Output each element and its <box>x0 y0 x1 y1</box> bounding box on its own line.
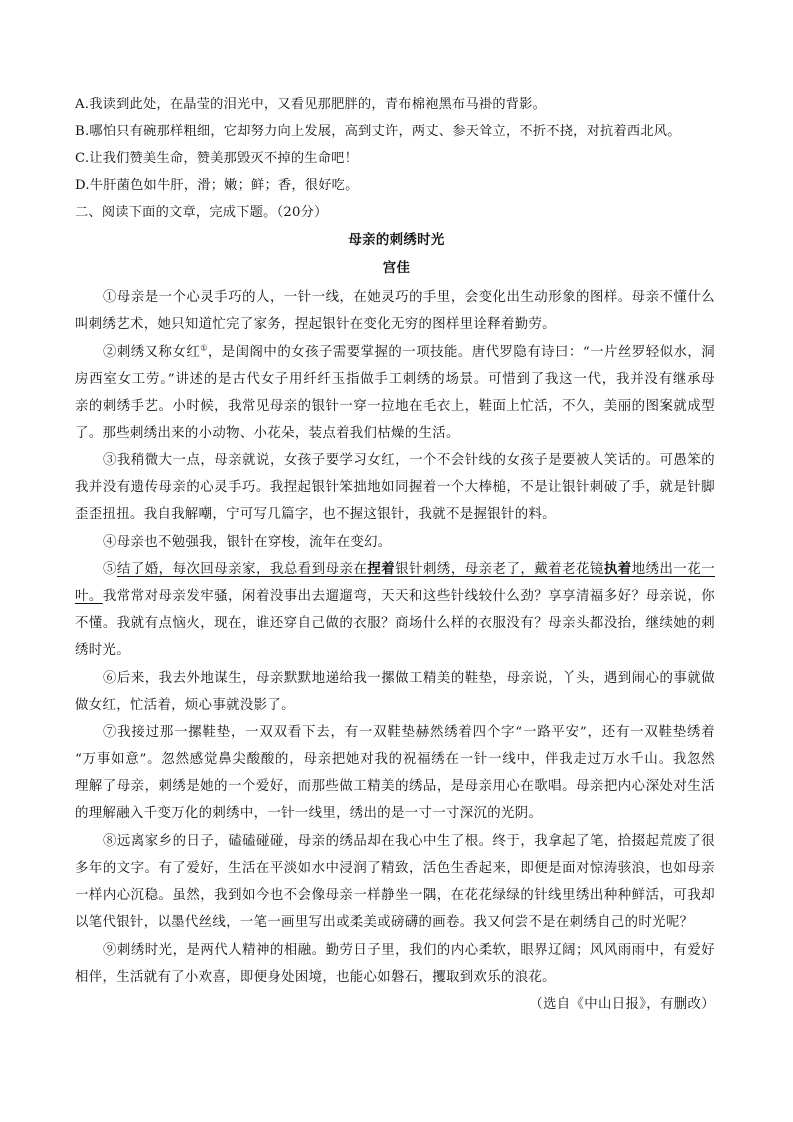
paragraph-2-text-b: ，是闺阁中的女孩子需要掌握的一项技能。唐代罗隐有诗曰：“一片丝罗轻似水，洞 <box>207 345 715 360</box>
section-heading: 二、阅读下面的文章，完成下题。（20分） <box>75 205 328 220</box>
paragraph-4: ④母亲也不勉强我，银针在穿梭，流年在变幻。 <box>103 535 392 550</box>
option-c: C.让我们赞美生命，赞美那毁灭不掉的生命吧！ <box>75 151 359 166</box>
paragraph-5-line-3: 不懂。我就有点恼火，现在，谁还穿自己做的衣服？商场什么样的衣服没有？母亲头都没抬，继续她的刺 <box>75 616 715 631</box>
paragraph-2-text-a: ②刺绣又称女红 <box>103 345 201 360</box>
option-a: A.我读到此处，在晶莹的泪光中，又看见那肥胖的，青布棉袍黑布马褂的背影。 <box>75 97 547 112</box>
underlined-sentence-part-2: 叶。 <box>75 589 103 604</box>
paragraph-2-line-1 <box>103 339 715 367</box>
footnote-mark: ① <box>200 343 208 353</box>
paragraph-8-line-3: 一样内心沉稳。虽然，我到如今也不会像母亲一样静坐一隅，在花花绿绿的针线里绣出种种鲜活，可我却 <box>75 888 715 903</box>
bold-word-niezhe: 捏着 <box>367 561 396 577</box>
paragraph-5-line-4: 绣时光。 <box>75 643 130 658</box>
paragraph-5-text: 我常常对母亲发牢骚，闲着没事出去遛遛弯，天天和这些针线较什么劲？享享清福多好？母亲说，你 <box>102 589 715 604</box>
paragraph-2-line-2: 房西室女工劳。”讲述的是古代女子用纤纤玉指做手工刺绣的场景。可惜到了我这一代，我并没有继承母 <box>75 372 715 387</box>
paragraph-1-line-1: ①母亲是一个心灵手巧的人，一针一线，在她灵巧的手里，会变化出生动形象的图样。母亲不懂什么 <box>103 290 715 305</box>
paragraph-7-line-3: 理解了母亲，刺绣是她的一个爱好，而那些做工精美的绣品，是母亲用心在歌唱。母亲把内心深处对生活 <box>75 779 715 794</box>
article-source: （选自《中山日报》，有删改） <box>529 997 715 1012</box>
paragraph-9-line-1: ⑨刺绣时光，是两代人精神的相融。勤劳日子里，我们的内心柔软，眼界辽阔；风风雨雨中，有爱好 <box>103 943 715 958</box>
underlined-text-1: 结了婚，每次回母亲家，我总看到母亲在 <box>116 562 368 577</box>
paragraph-8-line-2: 多年的文字。有了爱好，生活在平淡如水中浸润了精致，活色生香起来，即便是面对惊涛骇浪，也如母亲 <box>75 861 715 876</box>
paragraph-8-line-4: 以笔代银针，以墨代丝线，一笔一画里写出或柔美或磅礴的画卷。我又何尝不是在刺绣自己的时光呢？ <box>75 915 694 930</box>
article-author: 宫佳 <box>382 261 411 276</box>
paragraph-7-line-4: 的理解融入千变万化的刺绣中，一针一线里，绣出的是一寸一寸深沉的光阴。 <box>75 806 543 821</box>
paragraph-5-line-1 <box>103 556 715 584</box>
paragraph-3-line-3: 歪歪扭扭。我自我解嘲，宁可写几篇字，也不握这银针，我就不是握银针的料。 <box>75 507 556 522</box>
paragraph-3-line-2: 我并没有遗传母亲的心灵手巧。我捏起银针笨拙地如同握着一个大棒槌，不是让银针刺破了手，就是针脚 <box>75 480 715 495</box>
paragraph-2-line-3: 亲的刺绣手艺。小时候，我常见母亲的银针一穿一拉地在毛衣上，鞋面上忙活，不久，美丽的图案就成型 <box>75 399 715 414</box>
paragraph-7-line-2: “万事如意”。忽然感觉鼻尖酸酸的，母亲把她对我的祝福绣在一针一线中，伴我走过万水千山。我忽然 <box>75 752 715 767</box>
paragraph-6-line-1: ⑥后来，我去外地谋生，母亲默默地递给我一摞做工精美的鞋垫，母亲说，丫头，遇到闹心的事就做 <box>103 671 715 686</box>
underlined-sentence-part-1 <box>117 562 715 577</box>
underlined-text-3: 地绣出一花一 <box>631 562 715 577</box>
paragraph-5-line-2 <box>75 583 715 611</box>
paragraph-9-line-2: 相伴，生活就有了小欢喜，即便身处困境，也能心如磐石，攫取到欢乐的浪花。 <box>75 970 556 985</box>
option-d: D.牛肝菌色如牛肝，滑；嫩；鲜；香，很好吃。 <box>75 178 359 193</box>
bold-word-zhizhuo: 执着 <box>603 561 632 577</box>
paragraph-5-number: ⑤ <box>103 562 117 577</box>
paragraph-7-line-1: ⑦我接过那一摞鞋垫，一双双看下去，有一双鞋垫赫然绣着四个字“一路平安”，还有一双鞋垫绣着 <box>103 725 715 740</box>
article-title: 母亲的刺绣时光 <box>348 233 445 248</box>
paragraph-3-line-1: ③我稍微大一点，母亲就说，女孩子要学习女红，一个不会针线的女孩子是要被人笑话的。可愚笨的 <box>103 453 715 468</box>
paragraph-6-line-2: 做女红，忙活着，烦心事就没影了。 <box>75 698 295 713</box>
paragraph-1-line-2: 叫刺绣艺术，她只知道忙完了家务，捏起银针在变化无穷的图样里诠释着勤劳。 <box>75 317 556 332</box>
underlined-text-2: 银针刺绣，母亲老了，戴着老花镜 <box>395 562 604 577</box>
option-b: B.哪怕只有碗那样粗细，它却努力向上发展，高到丈许，两丈、参天耸立，不折不挠，对抗着西北风。 <box>75 124 681 139</box>
paragraph-8-line-1: ⑧远离家乡的日子，磕磕碰碰，母亲的绣品却在我心中生了根。终于，我拿起了笔，拾掇起荒废了很 <box>103 834 715 849</box>
paragraph-2-line-4: 了。那些刺绣出来的小动物、小花朵，装点着我们枯燥的生活。 <box>75 426 460 441</box>
